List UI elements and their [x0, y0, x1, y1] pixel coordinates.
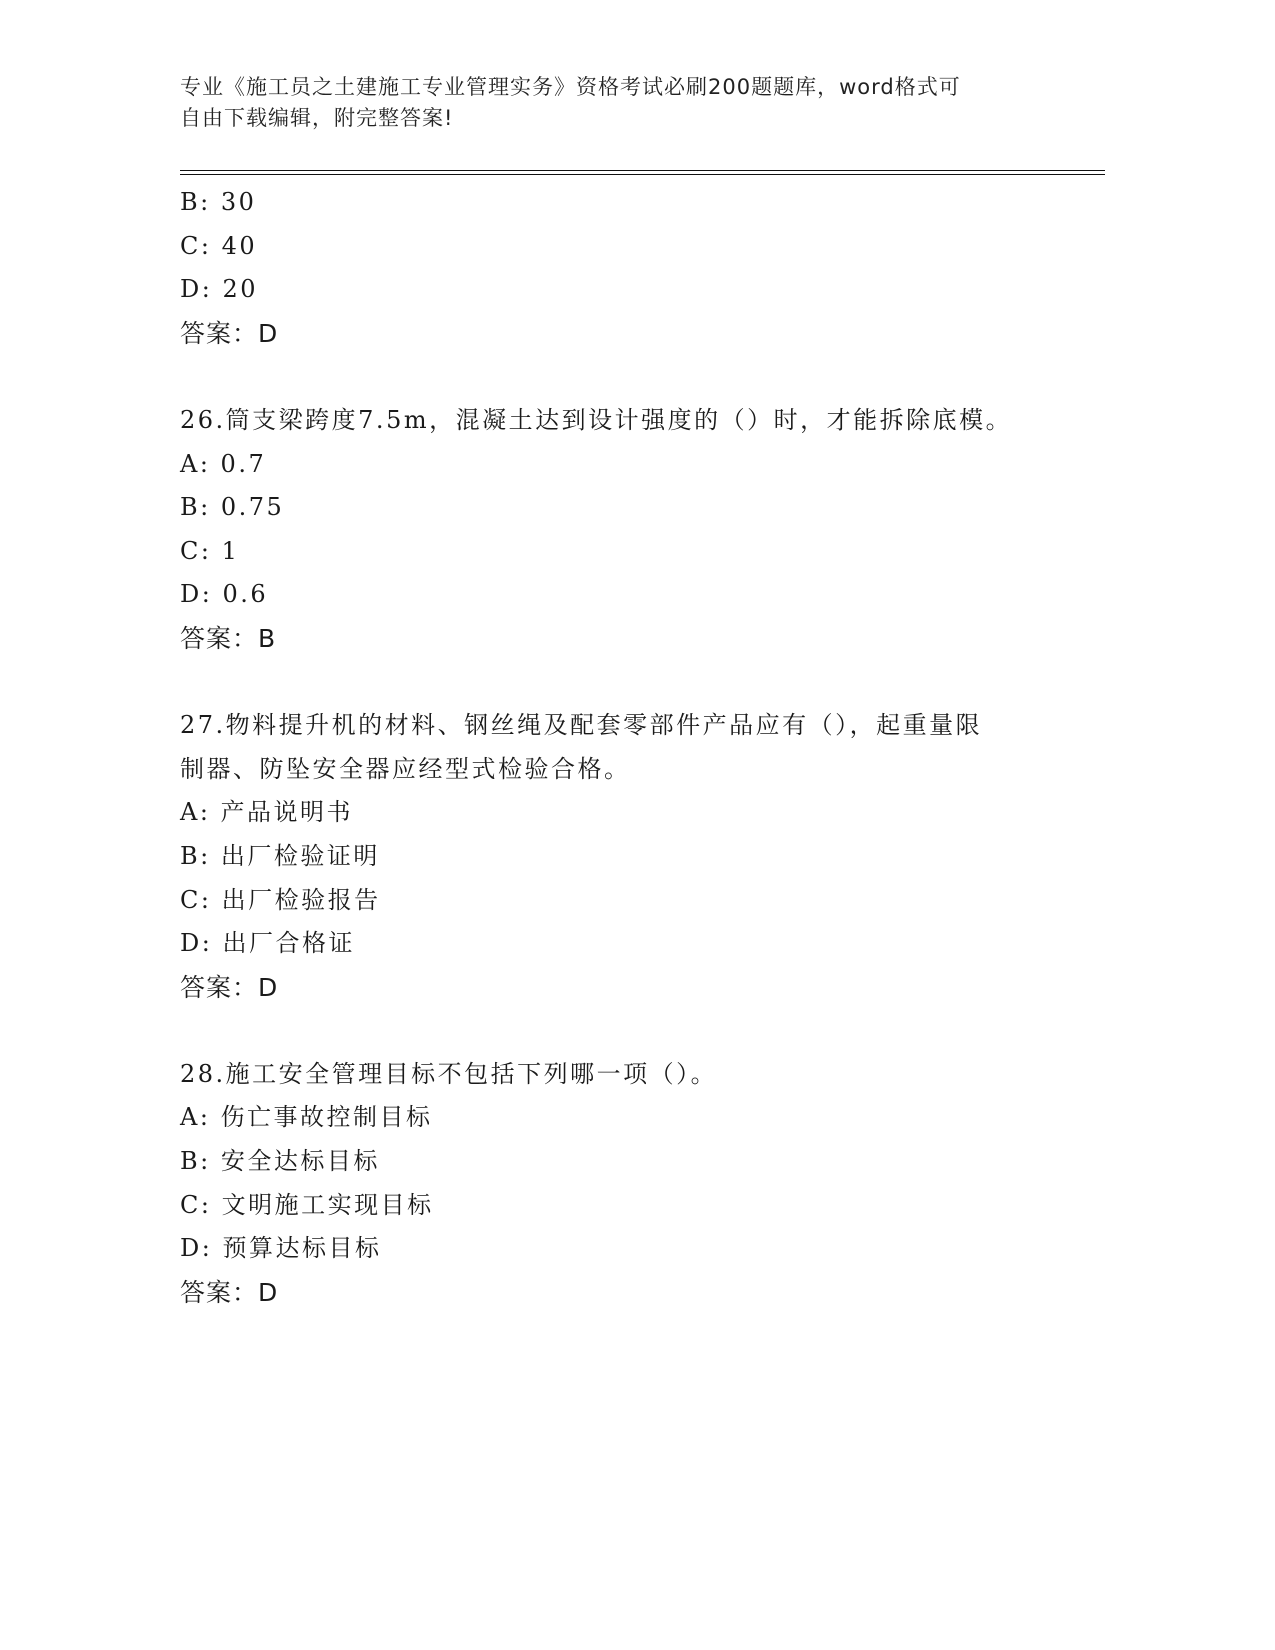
option-d: D: 预算达标目标	[180, 1234, 382, 1263]
spacer	[180, 355, 1080, 399]
spacer	[180, 661, 1080, 705]
option-a: A: 0.7	[180, 449, 267, 478]
option-c: C: 40	[180, 231, 258, 260]
option-a: A: 产品说明书	[180, 798, 354, 827]
header-line-1: 专业《施工员之土建施工专业管理实务》资格考试必刷200题题库，word格式可	[180, 75, 961, 99]
header-line-2: 自由下载编辑，附完整答案!	[180, 106, 454, 130]
answer-line: 答案：D	[180, 972, 279, 1002]
option-c: C: 1	[180, 536, 240, 565]
answer-line: 答案：B	[180, 623, 277, 653]
spacer	[180, 1009, 1080, 1053]
question-stem: 27.物料提升机的材料、钢丝绳及配套零部件产品应有（），起重量限	[180, 711, 983, 740]
document-header	[180, 72, 1060, 134]
question-28	[180, 1053, 1080, 1315]
option-d: D: 0.6	[180, 580, 269, 609]
option-a: A: 伤亡事故控制目标	[180, 1103, 433, 1132]
option-d: D: 出厂合格证	[180, 929, 355, 958]
question-stem: 28.施工安全管理目标不包括下列哪一项（）。	[180, 1059, 718, 1088]
header-rule-top	[180, 170, 1105, 171]
question-27	[180, 704, 1080, 1009]
option-d: D: 20	[180, 275, 258, 304]
option-b: B: 安全达标目标	[180, 1147, 380, 1176]
option-b: B: 30	[180, 188, 257, 216]
option-c: C: 文明施工实现目标	[180, 1190, 434, 1219]
option-c: C: 出厂检验报告	[180, 885, 381, 914]
option-b: B: 0.75	[180, 493, 285, 522]
question-list	[180, 181, 1080, 1314]
answer-line: 答案：D	[180, 318, 279, 348]
answer-line: 答案：D	[180, 1277, 279, 1307]
header-rule-bottom	[180, 174, 1105, 175]
option-b: B: 出厂检验证明	[180, 841, 380, 870]
question-26	[180, 399, 1080, 661]
question-stem: 26.筒支梁跨度7.5m，混凝土达到设计强度的（）时，才能拆除底模。	[180, 405, 1013, 434]
previous-question-tail	[180, 181, 1080, 355]
question-stem-continued: 制器、防坠安全器应经型式检验合格。	[180, 754, 631, 783]
